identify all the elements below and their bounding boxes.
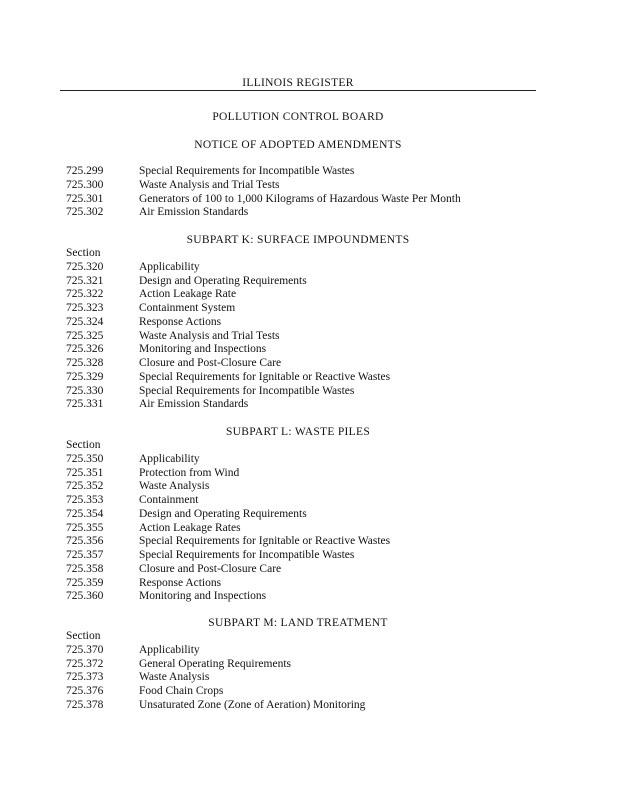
list-item [66,275,546,289]
list-item [66,385,546,399]
section-number: 725.354 [66,507,104,520]
list-item [66,343,546,357]
section-label: Section [66,247,101,259]
section-number: 725.352 [66,480,104,493]
list-item [66,563,546,577]
list-item [66,480,546,494]
list-item [66,494,546,508]
section-number: 725.355 [66,521,104,534]
section-number: 725.324 [66,315,104,328]
list-item [66,288,546,302]
section-number: 725.351 [66,466,104,479]
subpart-k-list [66,247,546,412]
list-item [66,549,546,563]
section-title: Response Actions [139,315,222,328]
section-number: 725.373 [66,671,104,684]
list-item [66,590,546,604]
section-title: Air Emission Standards [139,398,249,411]
subpart-l-heading: SUBPART L: WASTE PILES [225,426,371,438]
section-number: 725.299 [66,165,104,177]
list-item [66,261,546,275]
section-number: 725.360 [66,590,104,603]
section-title: Action Leakage Rate [139,288,237,301]
section-title: Waste Analysis [139,671,210,684]
subpart-m-list [66,630,546,713]
section-number: 725.325 [66,329,104,342]
section-title: Waste Analysis and Trial Tests [139,178,280,191]
list-item [66,357,546,371]
list-item [66,302,546,316]
list-item [66,453,546,467]
list-item [66,658,546,672]
section-number: 725.353 [66,494,104,506]
list-item [66,522,546,536]
section-title: Special Requirements for Incompatible Wastes [139,549,355,561]
section-title: Special Requirements for Ignitable or Reactive Wastes [139,535,391,548]
section-number: 725.357 [66,549,104,561]
section-number: 725.358 [66,562,104,575]
section-title: Air Emission Standards [139,206,249,219]
section-title: Design and Operating Requirements [139,507,307,520]
section-title: Closure and Post-Closure Care [139,562,282,575]
list-item [66,535,546,549]
section-number: 725.356 [66,535,104,548]
list-item [66,467,546,481]
section-number: 725.326 [66,343,104,356]
section-label: Section [66,630,101,642]
list-item [66,193,546,207]
list-item [66,644,546,658]
section-number: 725.329 [66,370,104,383]
register-header: ILLINOIS REGISTER [60,76,536,91]
section-number: 725.323 [66,302,104,314]
section-title: Monitoring and Inspections [139,590,267,603]
subpart-l-list [66,439,546,604]
section-title: Closure and Post-Closure Care [139,357,282,369]
section-number: 725.302 [66,206,104,219]
section-title: Containment [139,494,199,506]
section-title: Special Requirements for Incompatible Wastes [139,165,355,177]
section-title: Generators of 100 to 1,000 Kilograms of Hazardous Waste Per Month [139,192,461,205]
board-title: POLLUTION CONTROL BOARD [212,111,384,123]
section-title: Applicability [139,260,200,273]
list-item [66,206,546,220]
list-item [66,398,546,412]
section-label: Section [66,439,101,451]
section-number: 725.330 [66,384,104,397]
section-title: Special Requirements for Incompatible Wastes [139,384,355,397]
section-title: Applicability [139,452,200,465]
list-item [66,179,546,193]
top-section-list [66,165,546,220]
section-title: Special Requirements for Ignitable or Reactive Wastes [139,370,391,383]
subpart-m-heading: SUBPART M: LAND TREATMENT [208,617,388,629]
list-item [66,508,546,522]
section-number: 725.378 [66,698,104,711]
section-title: Food Chain Crops [139,685,224,697]
section-number: 725.376 [66,685,104,697]
section-title: Unsaturated Zone (Zone of Aeration) Monitoring [139,698,366,711]
section-title: Applicability [139,643,200,656]
section-number: 725.321 [66,274,104,287]
list-item [66,699,546,713]
section-number: 725.301 [66,192,104,205]
section-title: Response Actions [139,576,222,589]
subpart-k-heading: SUBPART K: SURFACE IMPOUNDMENTS [186,234,410,246]
section-number: 725.320 [66,260,104,273]
section-title: Monitoring and Inspections [139,343,267,356]
section-title: Containment System [139,302,236,314]
section-number: 725.322 [66,288,104,301]
list-item [66,671,546,685]
section-number: 725.370 [66,643,104,656]
section-title: Waste Analysis [139,480,210,493]
list-item [66,330,546,344]
section-title: General Operating Requirements [139,657,291,670]
section-title: Waste Analysis and Trial Tests [139,329,280,342]
section-number: 725.359 [66,576,104,589]
section-title: Protection from Wind [139,466,240,479]
section-title: Design and Operating Requirements [139,274,307,287]
list-item [66,685,546,699]
list-item [66,577,546,591]
notice-title: NOTICE OF ADOPTED AMENDMENTS [194,139,402,151]
section-number: 725.350 [66,452,104,465]
list-item [66,371,546,385]
list-item [66,316,546,330]
section-number: 725.331 [66,398,104,411]
section-title: Action Leakage Rates [139,521,241,534]
section-number: 725.372 [66,657,104,670]
section-number: 725.300 [66,178,104,191]
section-number: 725.328 [66,357,104,369]
list-item [66,165,546,179]
